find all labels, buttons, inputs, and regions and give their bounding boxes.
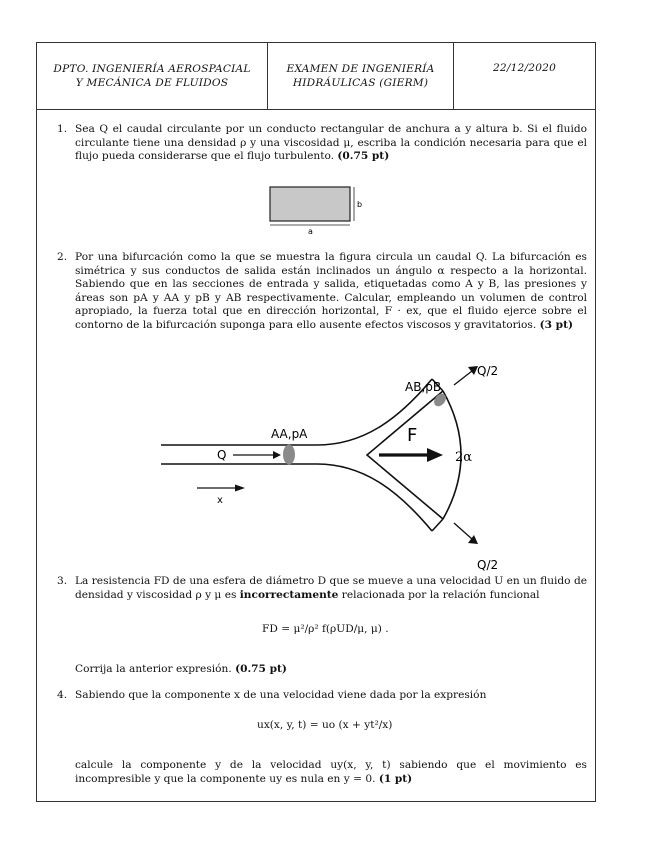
department-line-2: Y MECÁNICA DE FLUIDOS [75,77,229,89]
question-points: (1 pt) [378,772,413,785]
question-1-body: Sea Q el caudal circulante por un conducto rectangular de anchura a y altura b. Si el fluido circulante tiene una densidad ρ y una viscosidad μ, escriba la condición necesaria para que el flujo pueda considerarse que el flujo turbulento. [75,123,587,163]
velocity-formula: ux(x, y, t) = uo (x + yt²/x) [257,719,393,731]
question-text [75,663,587,677]
force-label: F [407,425,418,446]
exam-title-line-2: HIDRÁULICAS (GIERM) [292,77,429,89]
upper-outlet-arrow [454,371,472,385]
question-3-followup-text: Corrija la anterior expresión. [75,663,232,675]
question-3-emphasis: incorrectamente [239,588,339,601]
bifurcation-figure [147,361,499,576]
question-text [75,575,587,602]
rectangle-duct-figure [262,183,362,235]
force-arrowhead [427,448,443,462]
exam-title-cell [268,43,454,109]
x-axis-arrowhead [235,485,245,492]
section-a-label: AA,pA [271,427,308,441]
lower-wall [161,464,432,531]
exam-page [36,42,596,802]
inlet-flow-label: Q [217,448,227,462]
question-4-followup-text: calcule la componente y de la velocidad uy(x, y, t) sabiendo que el movimiento es incompresible y que la componente uy es nula en y = 0. [75,759,587,785]
date-cell [454,43,595,109]
question-3 [57,575,587,602]
question-number: 4. [57,689,68,701]
question-number: 1. [57,123,68,135]
question-points: (3 pt) [539,318,573,331]
question-text [75,123,587,164]
department-line-1: DPTO. INGENIERÍA AEROSPACIAL [53,63,251,75]
exam-date: 22/12/2020 [492,62,557,74]
width-label: a [308,227,313,236]
question-2 [57,251,587,333]
height-label: b [357,200,363,209]
question-number: 2. [57,251,68,263]
question-3-followup [57,663,587,677]
section-a-marker [283,445,295,465]
question-number: 3. [57,575,68,587]
lower-branch-end [432,519,443,531]
angle-label: 2α [455,450,473,465]
question-4-body: Sabiendo que la componente x de una velocidad viene dada por la expresión [75,689,487,701]
inlet-arrowhead [273,451,281,459]
question-1 [57,123,587,164]
question-4 [57,689,587,703]
question-text [75,759,587,786]
question-3-body-end: relacionada por la relación funcional [341,588,540,601]
department-cell [37,43,268,109]
drag-formula: FD = μ²/ρ² f(ρUD/μ, μ) . [262,623,389,635]
exam-title-line-1: EXAMEN DE INGENIERÍA [286,63,435,75]
x-axis-label: x [217,495,223,506]
question-text [75,689,587,703]
section-b-label: AB,pB [405,380,442,394]
question-points: (0.75 pt) [235,663,287,675]
lower-outlet-arrow [454,523,472,539]
exam-header [37,43,595,110]
upper-outlet-label: Q/2 [477,364,499,378]
lower-outlet-label: Q/2 [477,558,499,572]
question-3-body-start: La resistencia FD de una esfera de diámetro D que se mueve a una velocidad U en un fluido de densidad y viscosidad ρ y μ es [75,575,587,601]
question-points: (0.75 pt) [337,150,390,163]
question-4-followup [57,759,587,786]
duct-cross-section [270,187,350,221]
question-text [75,251,587,333]
question-2-body: Por una bifurcación como la que se muestra la figura circula un caudal Q. La bifurcación es simétrica y sus conductos de salida están inclinados un ángulo α respecto a la horizontal. Sabiendo que en las secciones de entrada y salida, etiquetadas como A y B, las presiones y áreas son pA y AA y pB y AB respectivamente. Calcular, empleando un volumen de control apropiado, la fuerza total que en dirección horizontal, F · ex, que el fluido ejerce sobre el contorno de la bifurcación suponga para ello ausente efectos viscosos y gravitatorios. [75,251,587,331]
